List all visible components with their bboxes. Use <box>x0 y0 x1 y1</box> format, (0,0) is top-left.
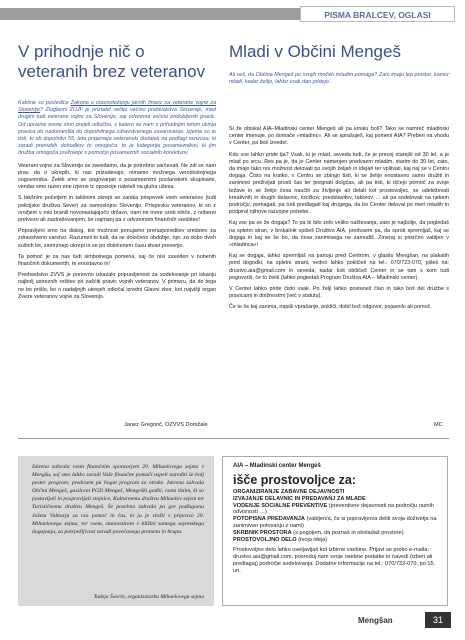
header-bar <box>0 8 300 20</box>
ad-item: POTOPISNA PREDAVANJA (vabljen/a, če si popravljen/a deliti svoja doživetja na zanimiven potovanju z nami) <box>233 516 437 529</box>
right-paragraph: Kaj se dogaja, lahko spremljaš na panoju pred Centrom, v glasilu Mengšan, na plakatih pred dogodki, na spletni strani, vedno lahko pokličeš na tel.: 070/723-070, pišeš na: drustvo.aia@gmail.com in seveda, kadar koli obiščeš Center in se tam s kom tudi pogovoriš, če to želiš (lahko pogledaš Program Društva AIA – Mladinski center). <box>229 253 449 281</box>
right-signature: MC <box>434 422 443 428</box>
right-paragraph: Si že obiskal AIA–Mladinski center Mengeš ali pa kmalu boš? Tako se namreč mladinski center imenuje, po domače »mladinc«. Ali se sprašuješ, kaj pomeni AIA? Preberi na vhodu v Center, pa boš izvedel. <box>229 126 449 147</box>
left-paragraph: S takšnim početjem in takšnimi ukrepi se zanika prispevek vseh veteranov (tudi policijske društva Sever) za samostojno Slovenijo. Prispevka veteranov, ki so z orožjem v roki branili novonastajajočo državo, nam ne more vzeti nihče, z nobeno pretvezo ali zastrašovanjem, še najmanj pa z odvzemom finančnih sredstev! <box>18 195 216 224</box>
right-article-body <box>229 126 449 316</box>
thanks-signature: Tadeja Šavrin, organizatorka Mihaelovega sejma <box>93 594 204 600</box>
left-paragraph: Ta pomoč je za nas tudi simbolnega pomena, saj če nisi zaveden v nobenih finančnih dokumentih, te enostavno ni! <box>18 253 216 268</box>
thanks-box <box>18 456 214 606</box>
magazine-logo: Mengšan <box>358 616 393 625</box>
right-article-title: Mladi v Občini Mengeš <box>229 42 401 61</box>
right-paragraph: Če te še kaj zanima, napiši vprašanje, pokliči, dobil boš odgovor, pojasnilo ali pomoč. <box>229 304 432 311</box>
volunteer-ad <box>222 456 448 606</box>
ad-item: IZVAJANJE DELAVNIC IN PREDAVANJ ZA MLADE <box>233 495 366 502</box>
left-article-body <box>18 100 216 305</box>
ad-big-title: išče prostovoljce za: <box>233 473 356 487</box>
left-paragraph: Predsedstvo ZVVS je ponovno izkazalo pripravljenost za sodelovanje pri iskanju najbolj ustreznih rešitev pri zaščiti pravic vojnih veteranov. V primeru, da do tega ne bo prišlo, bo o nadaljnjih ukrepih odločal izredni Glavni zbor, kot najvišji organ Zveze veteranov vojne za Slovenijo. <box>18 272 216 300</box>
left-paragraph: Pripravljeni smo na dialog, kot možnost ponujamo prerazporeditev sredstev za zdravstveno varstvo. Razumeli bi tudi, da se določeno obdobje, npr. za dobo dveh sušnih let, zamrznejo ukrepi in se po določenem času stvari preverijo. <box>18 228 216 249</box>
right-lead: Ali veš, da Občina Mengeš po svojih močeh mladim pomaga? Zato imajo lep prostor, kamor mladi, kadar želijo, lahko vsak dan pridejo. <box>229 72 449 86</box>
thanks-text: Iskrena zahvala vsem finančnim sponzorjem 20. Mihaelovega sejma v Mengšu, saj smo lahko zaradi Vaše finančne pomoči uspeli narediti še bolj pester program, predvsem pa bogat program za otroke. Iskrena zahvala Občini Mengeš, gasilcem PGD Mengeš, Mengeški godbi, vsem tistim, ki so postavljali in pospravljali stojnice, Kulturnemu društvu Mihaelov sejem ter Turističnemu društvu Mengeš. Še posebna zahvala pa gre podžupanu Jožetu Vahtarju za vso pomoč in čas, ki ju je vložil v pripravo 20. Mihaelovega sejma, ter vsem, stanovalcem v bližini samega sejemskega dogajanja, za potrpežljivost zaradi povečanega prometa in hrupa. <box>32 464 204 535</box>
section-label: PISMA BRALCEV, OGLASI <box>300 6 455 22</box>
ad-list <box>233 489 441 575</box>
ad-footer: Prostovoljno delo lahko uveljavljaš kot izbirne vsebine. Prijavi se preko e-maila: drustvo.aia@gmail.com, posreduj nam svoje osebne podatke in navedi (izberi ali predlagaj) področje sodelovanja. Dodatne informacije na tel.: 070/732-070, po 15. uri. <box>233 547 436 574</box>
left-paragraph: Veterani vojne za Slovenijo se zavedamo, da je potrebno varčevati. Ne zdi se nam prav, da o ukrepih, ki nas prizadevajo, nimamo možnega verodostojnega sogovornika. Želeli smo se pogovarjati s posameznimi poslanskimi skupinami, vendar smo razen ene izjeme iz opozicije naleteli na gluha ušesa. <box>18 162 216 191</box>
right-paragraph: Kaj vse pa se že dogaja? To pa bi bilo zelo veliko naštevanja, zato je najbolje, da pogledaš na spletni stran, v brskalnik vpišeš Društvo AIA, predvsem pa, da sproti spremljaš, kaj se dogaja in kaj se še bo, da česa zanimivega ne zamudiš. Zmeraj si prisrčno vabljen v »mladinca«! <box>229 220 449 249</box>
divider <box>18 438 449 439</box>
ad-item: PROSTOVOLJNO DELO (tvoja ideja) <box>233 536 328 543</box>
ad-item: ORGANIZIRANJE ZABAVNE DEJAVNOSTI <box>233 489 345 495</box>
left-article-title: V prihodnje nič o veteranih brez veteranov <box>18 42 206 81</box>
ad-small-title: AIA – Mladinski center Mengeš <box>233 463 321 469</box>
page-header <box>0 0 465 22</box>
page-number: 31 <box>425 612 451 628</box>
left-signature: Janez Gregorič, OZVVS Domžale <box>124 422 208 428</box>
left-lead: Kakšne so posledice Zakona o uravnoteženju javnih financ za veterane vojne za Slovenijo? Zloglasni ZUJF je prizadel veliko večino prebivalstva Slovenije, med drugim tudi veterane vojne za Slovenijo, saj odvzema večino pridobljenih pravic. Od upravne enote smo prejeli odločbo, s katero se nam s prihodnjim letom ukinja pravica do nadomestila do dopolnilnega zdravstvenega zavarovanja. Izjeme so le tisti, ki ob dopolnitvi 55. leta prejemajo veteranski dodatek na podlagi cenzusa, ki zaradi prenizkih dohodkov to omogoča; to je kategorija posameznikov, ki jim družba omogoča preživetje s pomočjo posameznih socialnih korektivov. <box>18 100 216 157</box>
right-paragraph: Kdo vse lahko pride tja? Vsak, ki je mlad, seveda tudi, če je precej starejši od 30 let, a je mlad po srcu. Res pa je, da je Center namenjen predvsem mladim, starim do 30 let, zato, da imajo tako res možnost delovati po svojih željah in idejah ter vpliivati, kaj naj se v Centru dogaja. Čisto na kratko, v Centru se zbirajo tisti, ki se želijo enostavno samo družiti in zanimivo preživljati prosti čas ter pregnati dolgčas, ali pa tisti, ki iščejo pomoč za svoje težave in se želijo česa naučiti za življenje ali delati kot prostovoljec, se udeleževati kreativnih in drugih delavnic, krožkov, predstavitev, taborov … ali pa sodelovati na nekem področju, pomagati, pa tudi predlagati kaj drugega, da bo Center deloval po meri mladih in podpiral njihove razvojne potrebe. <box>229 151 449 216</box>
ad-item: SKRBNIK PROSTORA (s pogojem, da poznaš in obvladaš prostore) <box>233 529 404 536</box>
ad-item: VODENJE SOCIALNE PREVENTIVE (preventivne dejavnosti na področju raznih odvisnosti …) <box>233 502 434 516</box>
right-paragraph: V Center lahko pride čisto vsak. Po želji lahko postaneš član in tako boš del družbe s pravicami in dolžnostmi (več v statutu). <box>229 286 449 300</box>
